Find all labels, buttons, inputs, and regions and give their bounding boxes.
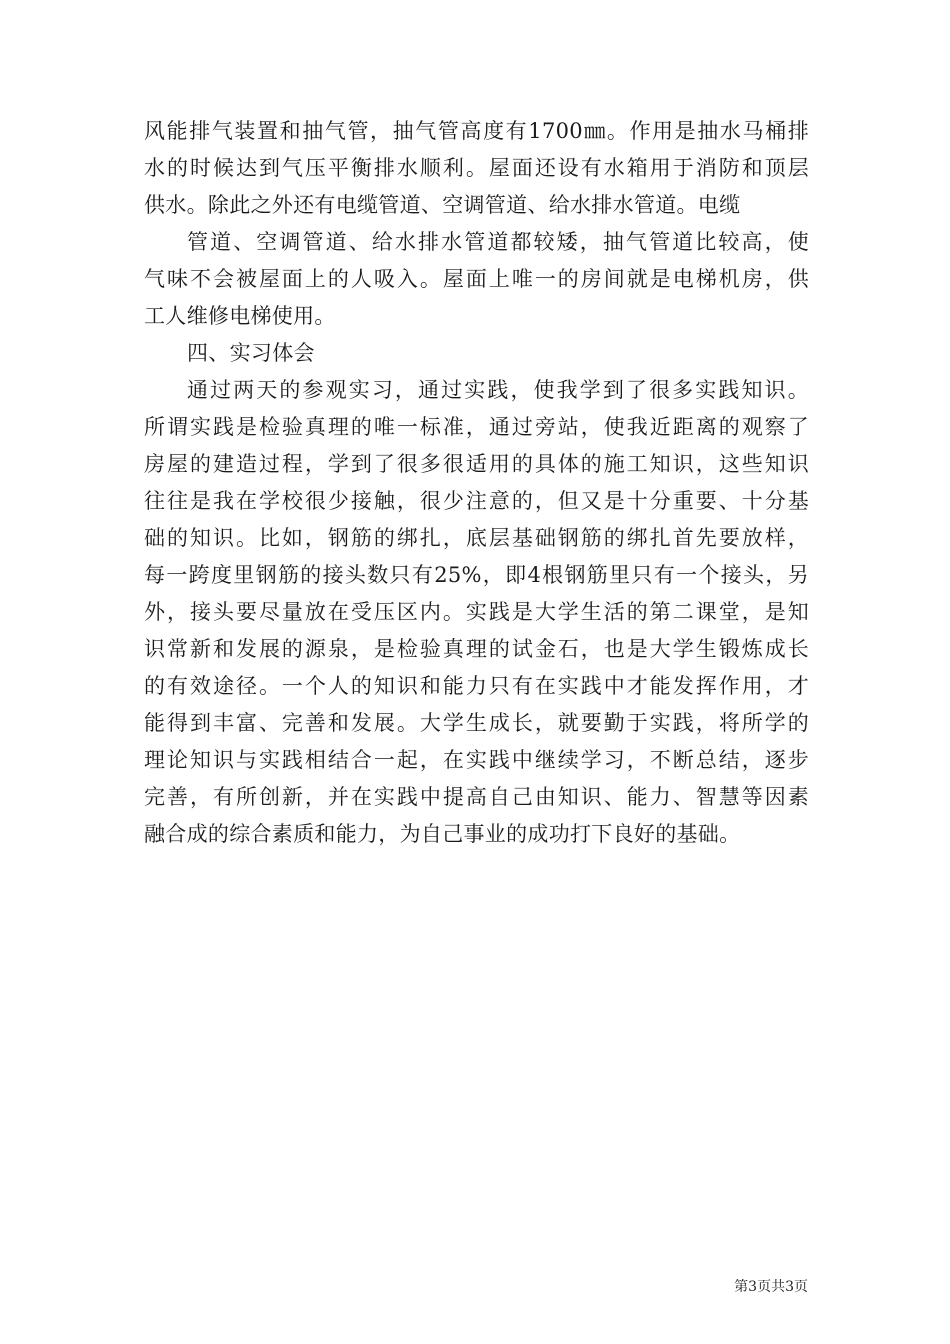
text-line: 往往是我在学校很少接触，很少注意的，但又是十分重要、十分基 bbox=[144, 489, 809, 513]
text-line: 础的知识。比如，钢筋的绑扎，底层基础钢筋的绑扎首先要放样， bbox=[144, 526, 809, 550]
text-line: 房屋的建造过程，学到了很多很适用的具体的施工知识，这些知识 bbox=[144, 452, 809, 476]
page-number-footer: 第3页共3页 bbox=[734, 1279, 808, 1295]
section-heading: 四、实习体会 bbox=[187, 341, 315, 365]
text-line: 管道、空调管道、给水排水管道都较矮，抽气管道比较高，使 bbox=[187, 230, 809, 254]
text-line: 风能排气装置和抽气管，抽气管高度有1700㎜。作用是抽水马桶排 bbox=[144, 119, 809, 143]
text-line: 理论知识与实践相结合一起，在实践中继续学习，不断总结，逐步 bbox=[144, 748, 809, 772]
text-line: 水的时候达到气压平衡排水顺利。屋面还设有水箱用于消防和顶层 bbox=[144, 156, 809, 180]
text-line: 供水。除此之外还有电缆管道、空调管道、给水排水管道。电缆 bbox=[144, 193, 741, 217]
text-line: 完善，有所创新，并在实践中提高自己由知识、能力、智慧等因素 bbox=[144, 785, 809, 809]
text-line: 工人维修电梯使用。 bbox=[144, 304, 336, 328]
text-line: 外，接头要尽量放在受压区内。实践是大学生活的第二课堂，是知 bbox=[144, 600, 809, 624]
text-line: 能得到丰富、完善和发展。大学生成长，就要勤于实践，将所学的 bbox=[144, 711, 809, 735]
text-line: 的有效途径。一个人的知识和能力只有在实践中才能发挥作用，才 bbox=[144, 674, 809, 698]
text-line: 融合成的综合素质和能力，为自己事业的成功打下良好的基础。 bbox=[144, 822, 741, 846]
text-line: 所谓实践是检验真理的唯一标准，通过旁站，使我近距离的观察了 bbox=[144, 415, 809, 439]
text-line: 每一跨度里钢筋的接头数只有25%，即4根钢筋里只有一个接头，另 bbox=[144, 563, 809, 587]
document-body bbox=[144, 113, 809, 853]
text-line: 通过两天的参观实习，通过实践，使我学到了很多实践知识。 bbox=[187, 378, 809, 402]
text-line: 识常新和发展的源泉，是检验真理的试金石，也是大学生锻炼成长 bbox=[144, 637, 809, 661]
text-line: 气味不会被屋面上的人吸入。屋面上唯一的房间就是电梯机房，供 bbox=[144, 267, 809, 291]
